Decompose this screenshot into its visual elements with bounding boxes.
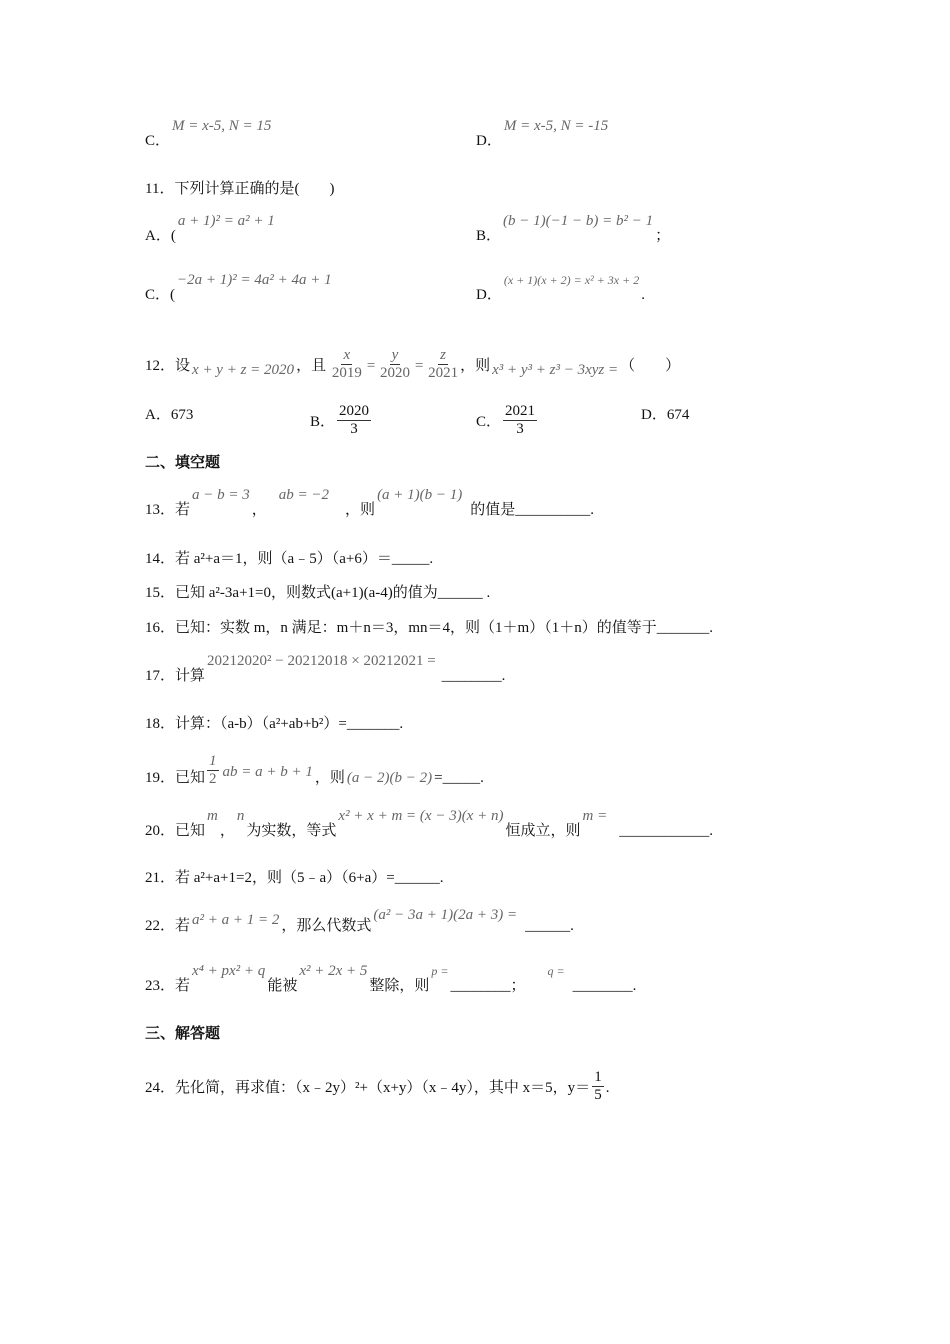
q12-option-a <box>145 405 193 425</box>
math: (a² − 3a + 1)(2a + 3) = <box>373 907 518 923</box>
q22 <box>145 907 574 936</box>
question-text: 已知 a²-3a+1=0，则数式(a+1)(a-4)的值为______ . <box>175 585 491 601</box>
q12-option-c <box>476 403 539 437</box>
question-number: 17． <box>145 668 176 684</box>
paren: ( <box>170 287 176 303</box>
math: x⁴ + px² + q <box>192 963 266 979</box>
option-label: A． <box>145 407 171 423</box>
question-text: 计算：（a-b）（a²+ab+b²）=_______. <box>175 716 404 732</box>
question-text: 已知：实数 m，n 满足：m＋n＝3，mn＝4，则（1＋m）（1＋n）的值等于_______. <box>175 620 713 636</box>
q18 <box>145 714 403 734</box>
option-label: B． <box>476 228 502 244</box>
question-text: 先化简，再求值：（x﹣2y）²+（x+y）（x﹣4y），其中 x＝5，y＝ <box>175 1079 591 1096</box>
text: ， <box>251 502 267 518</box>
numerator: 1 <box>594 1069 602 1085</box>
paren: ( <box>170 228 176 244</box>
q21 <box>145 868 443 888</box>
question-number: 23． <box>145 978 176 994</box>
numerator: z <box>440 347 446 364</box>
option-math: −2a + 1)² = 4a² + 4a + 1 <box>177 272 332 288</box>
q23 <box>145 963 637 996</box>
answer-blank: ________. <box>572 978 637 994</box>
q12-option-b <box>310 403 373 437</box>
question-number: 11． <box>145 181 175 197</box>
q15 <box>145 583 490 603</box>
question-number: 16． <box>145 620 176 636</box>
text-with-blank: =_____. <box>434 769 484 786</box>
fraction <box>332 347 362 382</box>
option-value: 673 <box>170 407 194 423</box>
numerator: 1 <box>209 753 217 769</box>
question-number: 21． <box>145 870 176 886</box>
math: x² + 2x + 5 <box>299 963 368 979</box>
q10-option-c <box>145 118 273 151</box>
text-with-blank: ______. <box>525 918 574 934</box>
denominator: 2021 <box>428 365 459 382</box>
option-math: M = x-5, N = 15 <box>172 118 272 134</box>
math: ab = a + b + 1 <box>222 763 313 780</box>
q19 <box>145 753 484 787</box>
text: 能被 <box>267 978 298 994</box>
math: n <box>236 808 245 824</box>
text: ，且 <box>296 358 327 374</box>
punct: ； <box>655 228 671 244</box>
question-number: 20． <box>145 823 176 839</box>
math: a² + a + 1 = 2 <box>192 912 280 928</box>
text: 若 <box>175 502 191 518</box>
math: ab = −2 <box>278 487 330 503</box>
question-number: 22． <box>145 918 176 934</box>
text: ， <box>219 823 235 839</box>
answer-blank: ____________. <box>619 823 713 839</box>
q14 <box>145 549 433 569</box>
math: x³ + y³ + z³ − 3xyz = <box>492 362 619 378</box>
question-number: 14． <box>145 551 176 567</box>
q10-option-d <box>476 118 610 151</box>
text: 为实数，等式 <box>246 823 337 839</box>
q12-stem <box>145 346 680 386</box>
text: 设 <box>175 358 191 374</box>
text: ，则 <box>460 358 491 374</box>
option-label: D． <box>641 407 667 423</box>
option-label: D． <box>476 287 502 303</box>
q13 <box>145 487 595 520</box>
math: x² + x + m = (x − 3)(x + n) <box>338 808 504 824</box>
denominator: 2 <box>209 771 217 787</box>
question-number: 12． <box>145 358 176 374</box>
fraction <box>380 347 410 382</box>
section-heading-solution: 三、解答题 <box>145 1026 221 1042</box>
punct: . <box>605 1079 610 1096</box>
equals: = <box>365 358 376 374</box>
question-text: 若 a²+a＝1，则（a﹣5）（a+6）＝_____. <box>175 551 434 567</box>
question-number: 18． <box>145 716 176 732</box>
math: 20212020² − 20212018 × 20212021 = <box>207 653 436 669</box>
option-label: B． <box>310 413 336 430</box>
option-label: C． <box>145 133 171 149</box>
answer-paren: （ ） <box>620 358 681 374</box>
fraction <box>207 753 219 788</box>
option-value: 674 <box>666 407 690 423</box>
text-with-blank: 的值是__________. <box>470 502 595 518</box>
math: a − b = 3 <box>192 487 250 503</box>
q11-option-c <box>145 272 334 305</box>
math: (a + 1)(b − 1) <box>377 487 463 503</box>
text: ，则 <box>345 502 376 518</box>
question-number: 13． <box>145 502 176 518</box>
question-number: 15． <box>145 585 176 601</box>
q17 <box>145 653 506 686</box>
question-text: 若 a²+a+1=2，则（5﹣a）（6+a）=______. <box>175 870 444 886</box>
text: 整除，则 <box>369 978 430 994</box>
denominator: 3 <box>350 421 358 437</box>
text-with-blank: ________. <box>441 668 506 684</box>
text: 恒成立，则 <box>505 823 581 839</box>
option-math: (b − 1)(−1 − b) = b² − 1 <box>503 213 654 229</box>
text: 若 <box>175 918 191 934</box>
option-math: (x + 1)(x + 2) = x² + 3x + 2 <box>503 273 640 287</box>
q20 <box>145 808 713 841</box>
question-text: 下列计算正确的是( ) <box>174 181 335 197</box>
q16 <box>145 618 713 638</box>
q24 <box>145 1069 610 1103</box>
denominator: 5 <box>594 1087 602 1103</box>
q11-option-d <box>476 273 645 305</box>
equals: = <box>413 358 425 374</box>
option-math: a + 1)² = a² + 1 <box>177 213 275 229</box>
question-number: 24． <box>145 1079 176 1096</box>
denominator: 2019 <box>331 365 362 382</box>
question-number: 19． <box>145 769 176 786</box>
q12-option-d <box>641 405 689 425</box>
punct: . <box>641 287 645 303</box>
text: ，则 <box>314 769 345 786</box>
math: p = <box>431 964 449 978</box>
fraction <box>428 347 458 382</box>
math: q = <box>547 964 565 978</box>
denominator: 3 <box>516 421 524 437</box>
numerator: 2021 <box>505 403 536 419</box>
q11-option-b <box>476 213 671 246</box>
q11-stem <box>145 179 334 199</box>
fraction <box>337 403 371 438</box>
fraction <box>592 1069 604 1104</box>
option-math: M = x-5, N = -15 <box>503 118 609 134</box>
text: 已知 <box>175 823 206 839</box>
q11-option-a <box>145 213 277 246</box>
numerator: x <box>343 347 351 364</box>
fraction <box>503 403 537 438</box>
section-heading-fill-in: 二、填空题 <box>145 455 221 471</box>
option-label: D． <box>476 133 502 149</box>
text: 已知 <box>175 769 206 786</box>
text: 若 <box>175 978 191 994</box>
numerator: y <box>391 347 399 364</box>
math: m <box>207 808 218 824</box>
option-label: A． <box>145 228 171 244</box>
option-label: C． <box>145 287 171 303</box>
math: m = <box>582 808 608 824</box>
numerator: 2020 <box>339 403 370 419</box>
answer-blank: ________； <box>450 978 526 994</box>
denominator: 2020 <box>379 365 410 382</box>
math: x + y + z = 2020 <box>192 362 295 378</box>
text: 计算 <box>175 668 206 684</box>
text: ，那么代数式 <box>281 918 372 934</box>
option-label: C． <box>476 413 502 430</box>
math: (a − 2)(b − 2) <box>346 769 433 786</box>
